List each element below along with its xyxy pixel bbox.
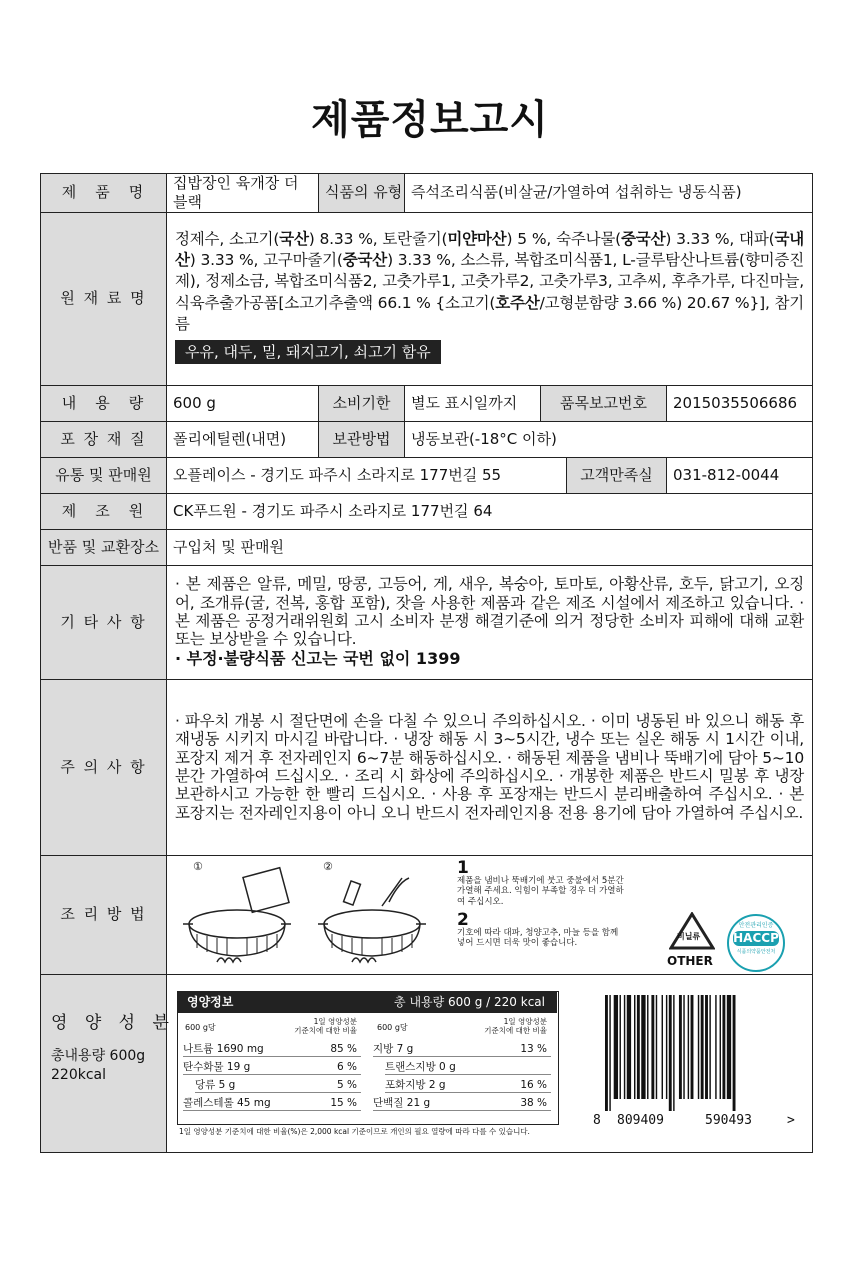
barcode-bar [709, 995, 710, 1099]
barcode-digit: > [787, 1112, 795, 1128]
page-title: 제품정보고시 [311, 97, 549, 143]
barcode-bar [698, 995, 699, 1099]
label-food-type: 식품의 유형 [319, 174, 405, 213]
barcode-bar [715, 995, 716, 1099]
recycle-label: 비닐류 [677, 931, 701, 941]
barcode-digit: 8 [593, 1112, 601, 1128]
nutrition-row: 당류 5 g 5 % [195, 1079, 361, 1093]
step2-circle: ② [323, 859, 333, 873]
step1-circle: ① [193, 859, 203, 873]
ingredients-text: 정제수, 소고기(국산) 8.33 %, 토란줄기(미얀마산) 5 %, 숙주나물(중국산) 3.33 %, 대파(국내산) 3.33 %, 고구마줄기(중국산) 3.33 %, 소스류, 복합조미식품1, L-글루탐산나트륨(향미증진제), 정제소금, 복합조미식품2, 고춧가루1, 고춧가루2, 고춧가루3, 고추씨, 후추가루, 다진마늘, 식육추출가공품[소고기추출액 66.1 % {소고기(호주산/고형분함량 3.66 %) 20.67 %}], 참기름 [175, 229, 804, 334]
value-customer-service: 031-812-0044 [667, 457, 813, 493]
label-product-name: 제 품 명 [41, 174, 167, 213]
barcode-bar [637, 995, 640, 1099]
other-label: OTHER [667, 953, 713, 968]
cooking-cell [167, 855, 813, 974]
step1-number: 1 [457, 857, 469, 878]
value-storage: 냉동보관(-18°C 이하) [405, 421, 813, 457]
nutrition-cell [167, 974, 813, 1152]
step2-number: 2 [457, 909, 469, 930]
nutrition-header-left: 영양정보 [187, 994, 234, 1009]
label-ingredients: 원 재 료 명 [41, 212, 167, 385]
barcode-bar [701, 995, 704, 1099]
barcode-bar [722, 995, 725, 1099]
label-cooking: 조 리 방 법 [41, 855, 167, 974]
nutrition-row: 지방 7 g 13 % [373, 1043, 551, 1057]
nutrition-label-cell [41, 974, 175, 1152]
per-left-b: 600 g당 [377, 1022, 408, 1032]
barcode-bar [727, 995, 731, 1099]
cooking-area [167, 856, 812, 974]
nutrition-row: 포화지방 2 g 16 % [385, 1079, 551, 1093]
value-food-type: 즉석조리식품(비살균/가열하여 섭취하는 냉동식품) [405, 174, 813, 213]
barcode-bar [605, 995, 608, 1111]
value-expiry: 별도 표시일까지 [405, 385, 541, 421]
total-kcal: 220kcal [51, 1067, 106, 1084]
value-manufacturer: CK푸드원 - 경기도 파주시 소라지로 177번길 64 [167, 493, 813, 529]
nutrition-row: 콜레스테롤 45 mg 15 % [183, 1097, 361, 1111]
value-exchange: 구입처 및 판매원 [167, 529, 813, 565]
nutrition-row: 단백질 21 g 38 % [373, 1097, 551, 1111]
nutrition-header [177, 991, 557, 1013]
etc-cell [167, 565, 813, 679]
label-caution: 주 의 사 항 [41, 679, 167, 855]
nutrition-row: 탄수화물 19 g 6 % [183, 1061, 361, 1075]
label-storage: 보관방법 [319, 421, 405, 457]
haccp-icon: 안전관리인증 HACCP 식품의약품안전처 [727, 914, 785, 972]
barcode-bar [620, 995, 621, 1099]
barcode-bar [666, 995, 667, 1099]
value-quantity: 600 g [167, 385, 319, 421]
pot-illustration-icon [177, 859, 437, 970]
barcode-digit: 809409 [617, 1112, 664, 1128]
value-product-name: 집밥장인 육개장 더블랙 [167, 174, 319, 213]
barcode-bar [669, 995, 672, 1111]
step1-text: 제품을 냄비나 뚝배기에 붓고 중불에서 5분간 가열해 주세요. 익힘이 부족할 경우 더 가열하여 주십시오. [457, 875, 624, 907]
barcode-bar [634, 995, 635, 1099]
value-distributor: 오플레이스 - 경기도 파주시 소라지로 177번길 55 [167, 457, 567, 493]
ingredients-cell [167, 212, 813, 385]
barcode-bar [720, 995, 721, 1099]
barcode-bar [733, 995, 736, 1111]
nutrition-row: 트랜스지방 0 g [385, 1061, 551, 1075]
nutrition-footnote: 1일 영양성분 기준치에 대한 비율(%)은 2,000 kcal 기준이므로 개인의 필요 열량에 따라 다를 수 있습니다. [179, 1126, 530, 1136]
etc-text: · 본 제품은 알류, 메밀, 땅콩, 고등어, 게, 새우, 복숭아, 토마토, 아황산류, 호두, 닭고기, 오징어, 조개류(굴, 전복, 홍합 포함), 잣을 사용한 제품과 같은 제조 시설에서 제조하고 있습니다. · 본 제품은 공정거래위원회 고시 소비자 분쟁 해결기준에 의거 정당한 소비자 피해에 대해 교환 또는 보상받을 수 있습니다. [175, 575, 804, 649]
nutrition-header-right: 총 내용량 600 g / 220 kcal [394, 994, 545, 1009]
label-expiry: 소비기한 [319, 385, 405, 421]
fraud-report-text: · 부정·불량식품 신고는 국번 없이 1399 [175, 648, 461, 668]
per-ratio-a: 1일 영양성분 기준치에 대한 비율 [294, 1016, 357, 1035]
barcode-bar [641, 995, 645, 1099]
barcode-digit: 590493 [705, 1112, 752, 1128]
barcode-bar [688, 995, 689, 1099]
barcode-bar [627, 995, 631, 1099]
barcode-bar [705, 995, 708, 1099]
barcode-bar [614, 995, 618, 1099]
total-weight: 총내용량 600g [51, 1047, 146, 1064]
label-report-number: 품목보고번호 [541, 385, 667, 421]
barcode-icon [605, 995, 783, 1111]
label-quantity: 내 용 량 [41, 385, 167, 421]
label-distributor: 유통 및 판매원 [41, 457, 167, 493]
label-nutrition: 영 양 성 분 [51, 1012, 175, 1033]
barcode-bar [624, 995, 625, 1099]
barcode-bar [683, 995, 684, 1099]
product-info-table [40, 173, 813, 1153]
caution-text: · 파우치 개봉 시 절단면에 손을 다칠 수 있으니 주의하십시오. · 이미 냉동된 바 있으니 해동 후 재냉동 시키지 마시길 바랍니다. · 냉장 해동 시 3~5시간, 냉수 또는 실온 해동 시 1시간 이내, 포장지 제거 후 전자레인지 6~7분 해동하십시오. · 해동된 제품을 냄비나 뚝배기에 담아 5~10분간 가열하여 드십시오. · 조리 시 화상에 주의하십시오. · 개봉한 제품은 반드시 밀봉 후 냉장보관하시고 가능한 한 빨리 드십시오. · 사용 후 포장재는 반드시 분리배출하여 주십시오. · 본 포장지는 전자레인지용이 아니 오니 반드시 전자레인지용 전용 용기에 담아 가열하여 주십시오. [175, 712, 804, 822]
value-packaging: 폴리에틸렌(내면) [167, 421, 319, 457]
label-etc: 기 타 사 항 [41, 565, 167, 679]
caution-cell [167, 679, 813, 855]
barcode-bar [679, 995, 682, 1099]
step2-text: 기호에 따라 대파, 청양고추, 마늘 등을 함께 넣어 드시면 더욱 맛이 좋습니다. [457, 927, 619, 949]
label-customer-service: 고객만족실 [567, 457, 667, 493]
per-ratio-b: 1일 영양성분 기준치에 대한 비율 [484, 1016, 547, 1035]
label-manufacturer: 제 조 원 [41, 493, 167, 529]
barcode-bar [647, 995, 648, 1099]
allergy-badge: 우유, 대두, 밀, 돼지고기, 쇠고기 함유 [175, 340, 441, 365]
label-exchange: 반품 및 교환장소 [41, 529, 167, 565]
barcode-bar [673, 995, 674, 1111]
barcode-bar [662, 995, 663, 1099]
barcode-bar [656, 995, 657, 1099]
barcode-bar [651, 995, 654, 1099]
nutrition-row: 나트륨 1690 mg 85 % [183, 1043, 361, 1057]
label-packaging: 포 장 재 질 [41, 421, 167, 457]
nutrition-area [167, 975, 812, 1152]
barcode-bar [609, 995, 610, 1111]
per-left-a: 600 g당 [185, 1022, 216, 1032]
value-report-number: 2015035506686 [667, 385, 813, 421]
barcode-bar [691, 995, 694, 1099]
